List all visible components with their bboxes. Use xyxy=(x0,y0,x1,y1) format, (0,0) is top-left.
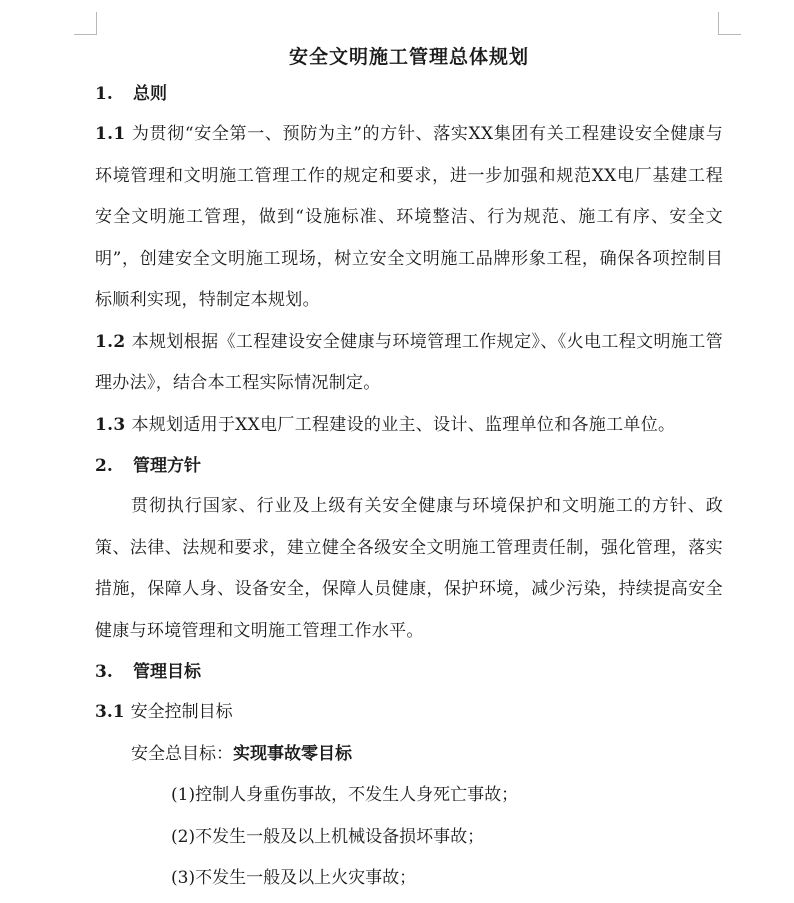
paragraph-text: 为贯彻“安全第一、预防为主”的方针、落实XX集团有关工程建设安全健康与环境管理和文明施工管理工作的规定和要求，进一步加强和规范XX电厂基建工程安全文明施工管理，做到“设施标准、环境整洁、行为规范、施工有序、安全文明”，创建安全文明施工现场，树立安全文明施工品牌形象工程，确保各项控制目标顺利实现，特制定本规划。 xyxy=(95,124,723,310)
paragraph-number: 1.2 xyxy=(95,331,126,352)
paragraph-1-2 xyxy=(95,322,723,405)
paragraph-number: 3.1 xyxy=(95,702,125,722)
section-heading-1 xyxy=(95,74,723,114)
section-title: 总则 xyxy=(133,84,167,104)
paragraph-2: 贯彻执行国家、行业及上级有关安全健康与环境保护和文明施工的方针、政策、法律、法规和要求，建立健全各级安全文明施工管理责任制，强化管理，落实措施，保障人身、设备安全，保障人员健康，保护环境，减少污染，持续提高安全健康与环境管理和文明施工管理工作水平。 xyxy=(95,496,723,641)
paragraph-text: 本规划根据《工程建设安全健康与环境管理工作规定》、《火电工程文明施工管理办法》，结合本工程实际情况制定。 xyxy=(95,331,723,393)
document-body xyxy=(95,40,723,900)
subsection-title: 安全控制目标 xyxy=(130,702,233,722)
section-heading-3 xyxy=(95,652,723,692)
section-heading-2 xyxy=(95,446,723,486)
crop-mark-top-left xyxy=(74,12,97,35)
paragraph-number: 1.1 xyxy=(95,124,126,144)
goal-label: 安全总目标： xyxy=(131,743,233,764)
list-item: (3)不发生一般及以上火灾事故； xyxy=(171,868,417,888)
subsection-3-1 xyxy=(95,692,723,734)
list-item: (2)不发生一般及以上机械设备损坏事故； xyxy=(171,826,485,847)
paragraph-text: 本规划适用于XX电厂工程建设的业主、设计、监理单位和各施工单位。 xyxy=(131,414,676,435)
section-number: 1. xyxy=(95,84,113,104)
crop-mark-top-right xyxy=(718,12,741,35)
section-title: 管理目标 xyxy=(133,662,201,682)
section-number: 2. xyxy=(95,456,113,476)
paragraph-number: 1.3 xyxy=(95,414,126,435)
document-title: 安全文明施工管理总体规划 xyxy=(288,46,529,68)
section-number: 3. xyxy=(95,662,113,682)
goal-value: 实现事故零目标 xyxy=(233,743,352,764)
section-title: 管理方针 xyxy=(133,456,201,476)
paragraph-1-1 xyxy=(95,114,723,322)
paragraph-1-3 xyxy=(95,405,723,447)
list-item: (1)控制人身重伤事故，不发生人身死亡事故； xyxy=(171,785,519,805)
overall-goal xyxy=(95,734,723,776)
